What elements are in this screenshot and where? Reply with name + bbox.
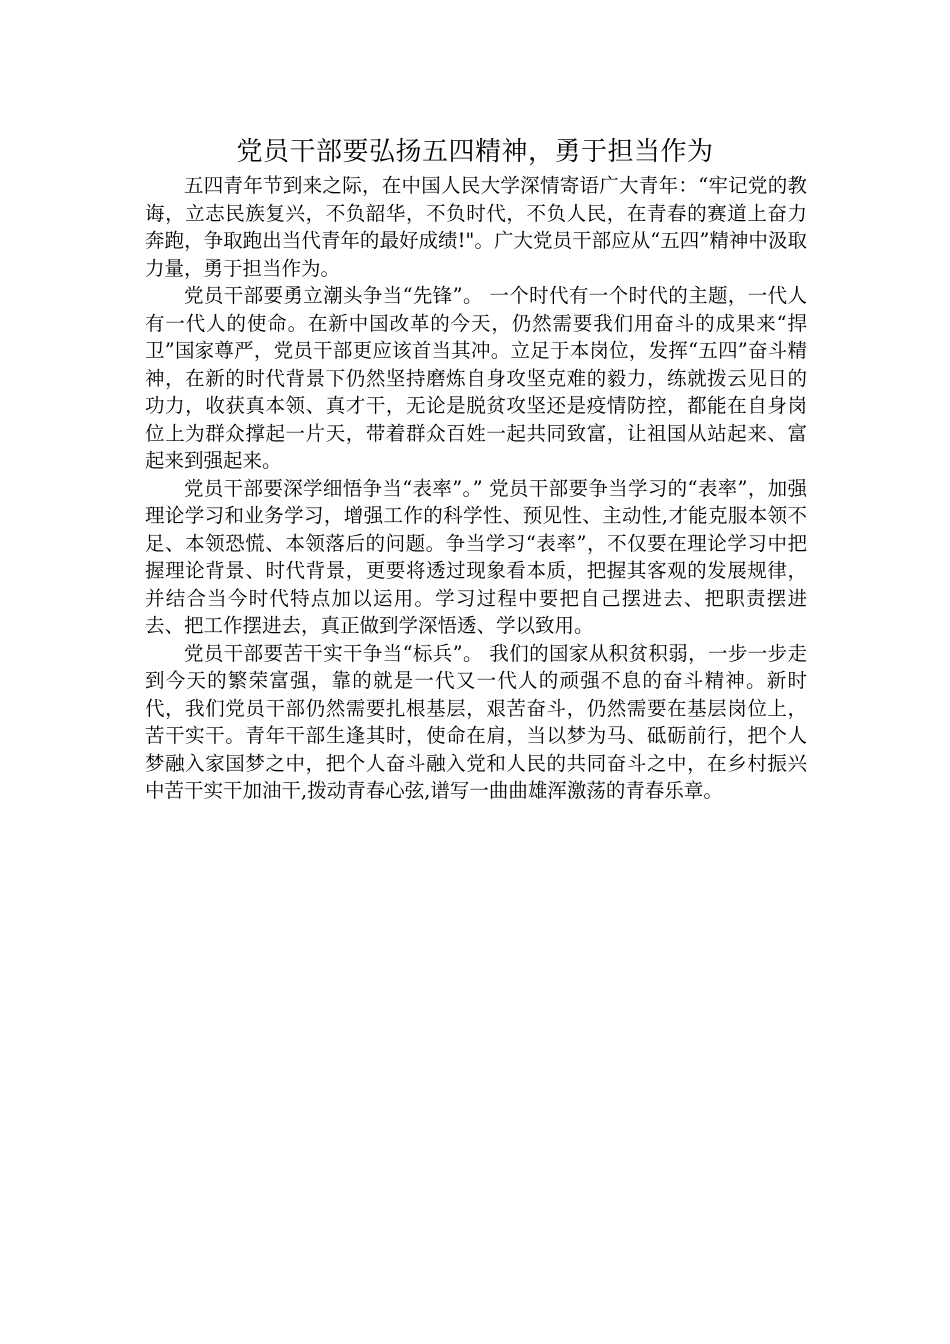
- paragraph-intro: 五四青年节到来之际，在中国人民大学深情寄语广大青年：“牢记党的教诲，立志民族复兴，不负韶华，不负时代，不负人民，在青春的赛道上奋力奔跑，争取跑出当代青年的最好成绩!"。广大党员干部应从“五四”精神中汲取力量，勇于担当作为。: [145, 174, 807, 280]
- document-title: 党员干部要弘扬五四精神，勇于担当作为: [236, 137, 714, 167]
- document-body: [145, 172, 807, 805]
- paragraph-exemplar: 党员干部要深学细悟争当“表率”。” 党员干部要争当学习的“表率”，加强理论学习和业务学习，增强工作的科学性、预见性、主动性,才能克服本领不足、本领恐慌、本领落后的问题。争当学习“表率”，不仅要在理论学习中把握理论背景、时代背景，更要将透过现象看本质，把握其客观的发展规律，并结合当今时代特点加以运用。学习过程中要把自己摆进去、把职责摆进去、把工作摆进去，真正做到学深悟透、学以致用。: [145, 476, 807, 637]
- paragraph-model: 党员干部要苦干实干争当“标兵”。 我们的国家从积贫积弱，一步一步走到今天的繁荣富强，靠的就是一代又一代人的顽强不息的奋斗精神。新时代，我们党员干部仍然需要扎根基层，艰苦奋斗，仍然需要在基层岗位上，苦干实干。青年干部生逢其时，使命在肩，当以梦为马、砥砺前行，把个人梦融入家国梦之中，把个人奋斗融入党和人民的共同奋斗之中，在乡村振兴中苦干实干加油干,拨动青春心弦,谱写一曲曲雄浑激荡的青春乐章。: [145, 641, 807, 802]
- paragraph-pioneer: 党员干部要勇立潮头争当“先锋”。 一个时代有一个时代的主题，一代人有一代人的使命。在新中国改革的今天，仍然需要我们用奋斗的成果来“捍卫”国家尊严，党员干部更应该首当其冲。立足于本岗位，发挥“五四”奋斗精神，在新的时代背景下仍然坚持磨炼自身攻坚克难的毅力，练就拨云见日的功力，收获真本领、真才干，无论是脱贫攻坚还是疫情防控，都能在自身岗位上为群众撑起一片天，带着群众百姓一起共同致富，让祖国从站起来、富起来到强起来。: [145, 284, 807, 472]
